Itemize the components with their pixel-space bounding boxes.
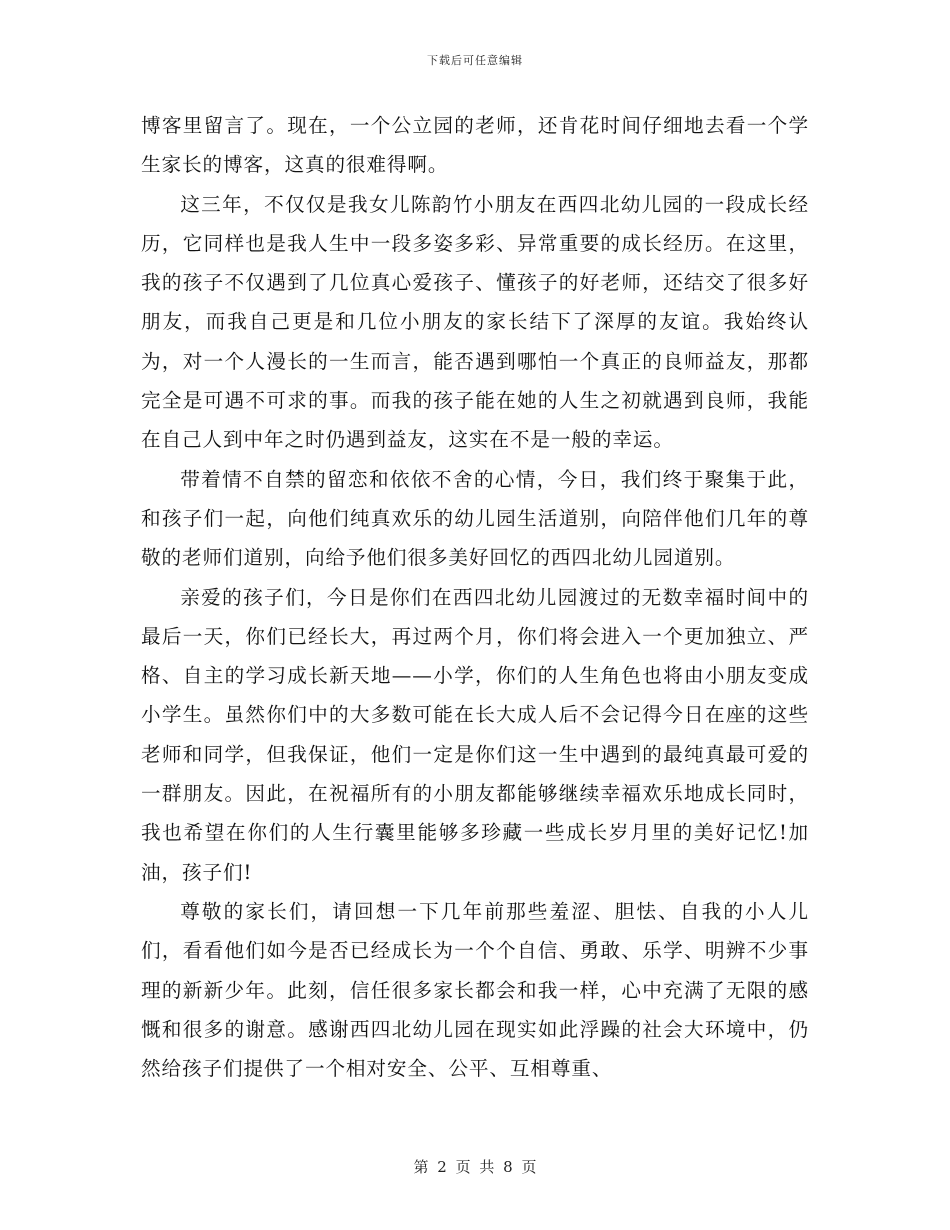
document-body	[141, 106, 809, 1088]
page-header: 下载后可任意编辑	[427, 54, 523, 67]
page-number: 第 2 页 共 8 页	[413, 1158, 537, 1176]
paragraph-continued: 博客里留言了。现在，一个公立园的老师，还肯花时间仔细地去看一个学生家长的博客，这真的很难得啊。	[141, 114, 809, 177]
paragraph-farewell: 带着情不自禁的留恋和依依不舍的心情，今日，我们终于聚集于此，和孩子们一起，向他们纯真欢乐的幼儿园生活道别，向陪伴他们几年的尊敬的老师们道别，向给予他们很多美好回忆的西四北幼儿园道别。	[141, 467, 809, 570]
paragraph-three-years: 这三年，不仅仅是我女儿陈韵竹小朋友在西四北幼儿园的一段成长经历，它同样也是我人生中一段多姿多彩、异常重要的成长经历。在这里，我的孩子不仅遇到了几位真心爱孩子、懂孩子的好老师，还结交了很多好朋友，而我自己更是和几位小朋友的家长结下了深厚的友谊。我始终认为，对一个人漫长的一生而言，能否遇到哪怕一个真正的良师益友，那都完全是可遇不可求的事。而我的孩子能在她的人生之初就遇到良师，我能在自己人到中年之时仍遇到益友，这实在不是一般的幸运。	[141, 192, 809, 452]
paragraph-dear-children: 亲爱的孩子们，今日是你们在西四北幼儿园渡过的无数幸福时间中的最后一天，你们已经长大，再过两个月，你们将会进入一个更加独立、严格、自主的学习成长新天地——小学，你们的人生角色也将由小朋友变成小学生。虽然你们中的大多数可能在长大成人后不会记得今日在座的这些老师和同学，但我保证，他们一定是你们这一生中遇到的最纯真最可爱的一群朋友。因此，在祝福所有的小朋友都能够继续幸福欢乐地成长同时，我也希望在你们的人生行囊里能够多珍藏一些成长岁月里的美好记忆!加油，孩子们!	[141, 585, 809, 884]
paragraph-dear-parents: 尊敬的家长们，请回想一下几年前那些羞涩、胆怯、自我的小人儿们，看看他们如今是否已经成长为一个个自信、勇敢、乐学、明辨不少事理的新新少年。此刻，信任很多家长都会和我一样，心中充满了无限的感慨和很多的谢意。感谢西四北幼儿园在现实如此浮躁的社会大环境中，仍然给孩子们提供了一个相对安全、公平、互相尊重、	[141, 899, 809, 1081]
